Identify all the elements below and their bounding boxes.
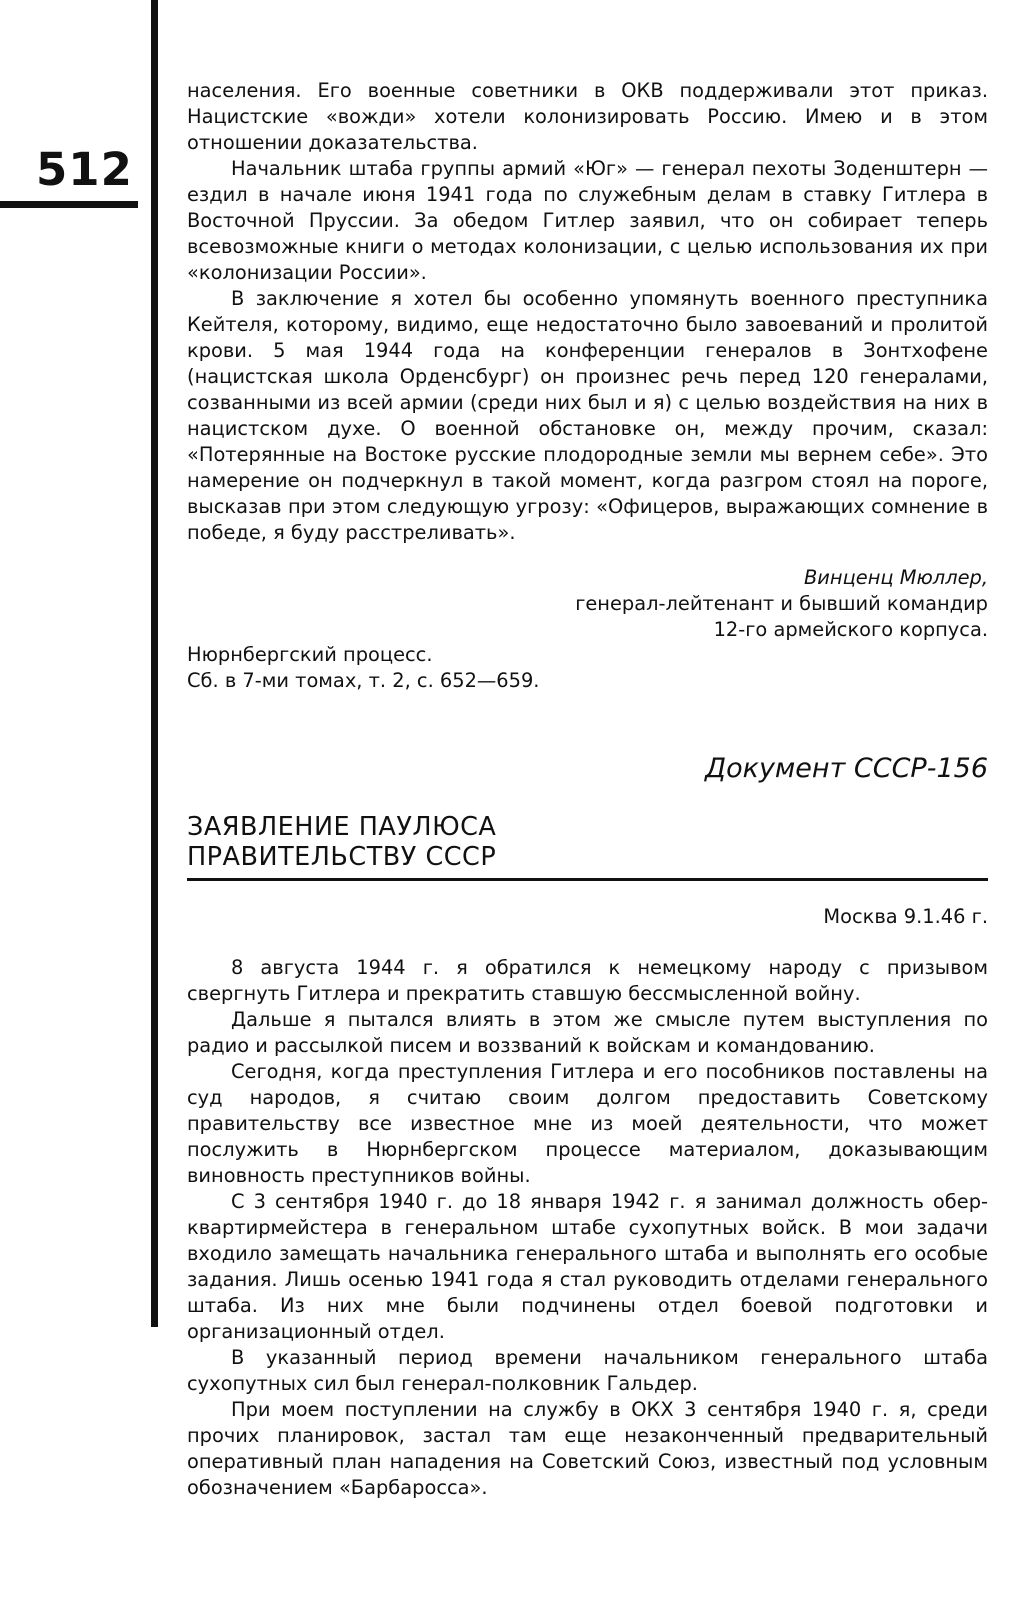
margin-vertical-rule <box>151 0 158 1327</box>
title-rule <box>187 878 988 881</box>
body-paragraph: С 3 сентября 1940 г. до 18 января 1942 г. я занимал должность обер-квартирмейстера в генеральном штабе сухопутных войск. В мои задачи входило замещать начальника генерального штаба и выполнять его особые задания. Лишь осенью 1941 года я стал руководить отделами генерального штаба. Из них мне были подчинены отдел боевой подготовки и организационный отдел. <box>187 1190 988 1343</box>
body-paragraph: Сегодня, когда преступления Гитлера и его пособников поставлены на суд народов, я считаю своим долгом предоставить Советскому правительству все известное мне из моей деятельности, что может послужить в Нюрнбергском процессе материалом, доказывающим виновность преступников войны. <box>187 1060 988 1187</box>
document-date: Москва 9.1.46 г. <box>823 905 988 928</box>
document-body <box>187 955 988 1501</box>
page-number: 512 <box>36 143 133 196</box>
previous-document-text <box>187 78 988 546</box>
body-paragraph: Дальше я пытался влиять в этом же смысле путем выступления по радио и рассылкой писем и воззваний к войскам и командованию. <box>187 1008 988 1057</box>
signature-title: 12-го армейского корпуса. <box>713 618 988 641</box>
body-paragraph: В заключение я хотел бы особенно упомянуть военного преступника Кейтеля, которому, видимо, еще недостаточно было завоеваний и пролитой крови. 5 мая 1944 года на конференции генералов в Зонтхофене (нацистская школа Орденсбург) он произнес речь перед 120 генералами, созванными из всей армии (среди них был и я) с целью воздействия на них в нацистском духе. О военной обстановке он, между прочим, сказал: «Потерянные на Востоке русские плодородные земли мы вернем себе». Это намерение он подчеркнул в такой момент, когда разгром стоял на пороге, высказав при этом следующую угрозу: «Офицеров, выражающих сомнение в победе, я буду расстреливать». <box>187 287 988 544</box>
source-line: Нюрнбергский процесс. <box>187 643 433 666</box>
document-label: Документ СССР-156 <box>705 753 988 784</box>
source-line: Сб. в 7-ми томах, т. 2, с. 652—659. <box>187 669 540 692</box>
body-paragraph: 8 августа 1944 г. я обратился к немецкому народу с призывом свергнуть Гитлера и прекратить ставшую бессмысленной войну. <box>187 956 988 1005</box>
signature-name: Винценц Мюллер, <box>804 566 988 589</box>
body-paragraph: При моем поступлении на службу в ОКХ 3 сентября 1940 г. я, среди прочих планировок, застал там еще незаконченный предварительный оперативный план нападения на Советский Союз, известный под условным обозначением «Барбаросса». <box>187 1398 988 1499</box>
body-paragraph: населения. Его военные советники в ОКВ поддерживали этот приказ. Нацистские «вожди» хотели колонизировать Россию. Имею и в этом отношении доказательства. <box>187 79 988 154</box>
document-title-line: ЗАЯВЛЕНИЕ ПАУЛЮСА <box>187 812 497 842</box>
body-paragraph: Начальник штаба группы армий «Юг» — генерал пехоты Зоденштерн — ездил в начале июня 1941 года по служебным делам в ставку Гитлера в Восточной Пруссии. За обедом Гитлер заявил, что он собирает теперь всевозможные книги о методах колонизации, с целью использования их при «колонизации России». <box>187 157 988 284</box>
document-title <box>187 812 496 872</box>
source-reference <box>187 642 988 694</box>
document-title-line: ПРАВИТЕЛЬСТВУ СССР <box>187 842 497 872</box>
body-paragraph: В указанный период времени начальником генерального штаба сухопутных сил был генерал-полковник Гальдер. <box>187 1346 988 1395</box>
signature-title: генерал-лейтенант и бывший командир <box>575 592 988 615</box>
page-number-rule <box>0 201 138 208</box>
signature-block <box>187 565 988 643</box>
